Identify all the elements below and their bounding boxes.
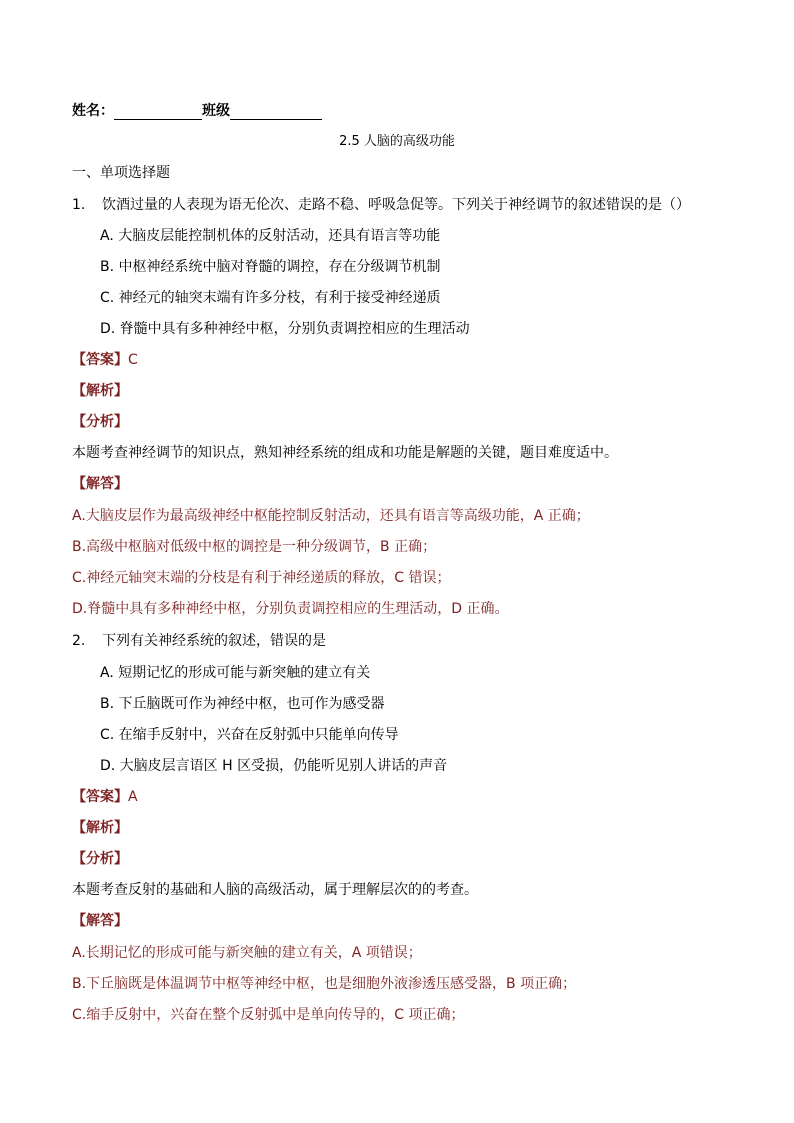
- question-stem: 下列有关神经系统的叙述，错误的是: [102, 633, 326, 649]
- answer-row: [72, 351, 138, 369]
- answer-row: [72, 788, 138, 806]
- jieda-line: C.缩手反射中，兴奋在整个反射弧中是单向传导的，C 项正确；: [72, 1007, 465, 1023]
- question-2: [72, 632, 326, 650]
- answer-label: 【答案】: [72, 352, 128, 368]
- option-c: C. 在缩手反射中，兴奋在反射弧中只能单向传导: [100, 727, 399, 743]
- fenxi-label: 【分析】: [72, 851, 128, 867]
- fenxi-text: 本题考查反射的基础和人脑的高级活动，属于理解层次的的考查。: [72, 882, 478, 898]
- question-number: 2.: [72, 633, 86, 649]
- option-a: A. 短期记忆的形成可能与新突触的建立有关: [100, 665, 371, 681]
- name-class-row: [72, 102, 322, 120]
- jieda-line: A.长期记忆的形成可能与新突触的建立有关，A 项错误；: [72, 945, 422, 961]
- jieda-label: 【解答】: [72, 476, 128, 492]
- page-title: 2.5 人脑的高级功能: [339, 134, 455, 149]
- class-label: 班级: [202, 103, 230, 119]
- option-c: C. 神经元的轴突末端有许多分枝，有利于接受神经递质: [100, 290, 441, 306]
- answer-value: C: [128, 352, 138, 368]
- jieda-line: B.下丘脑既是体温调节中枢等神经中枢，也是细胞外液渗透压感受器，B 项正确；: [72, 976, 577, 992]
- name-blank[interactable]: [114, 105, 202, 120]
- jieda-label: 【解答】: [72, 913, 128, 929]
- option-a: A. 大脑皮层能控制机体的反射活动，还具有语言等功能: [100, 228, 441, 244]
- fenxi-text: 本题考查神经调节的知识点，熟知神经系统的组成和功能是解题的关键，题目难度适中。: [72, 445, 618, 461]
- fenxi-label: 【分析】: [72, 414, 128, 430]
- jieda-line: A.大脑皮层作为最高级神经中枢能控制反射活动，还具有语言等高级功能，A 正确；: [72, 508, 590, 524]
- option-b: B. 中枢神经系统中脑对脊髓的调控，存在分级调节机制: [100, 259, 441, 275]
- class-blank[interactable]: [230, 105, 322, 120]
- analysis-label: 【解析】: [72, 820, 128, 836]
- question-stem: 饮酒过量的人表现为语无伦次、走路不稳、呼吸急促等。下列关于神经调节的叙述错误的是（）: [102, 197, 690, 213]
- jieda-line: B.高级中枢脑对低级中枢的调控是一种分级调节，B 正确；: [72, 539, 437, 555]
- jieda-line: D.脊髓中具有多种神经中枢，分别负责调控相应的生理活动，D 正确。: [72, 601, 509, 617]
- question-number: 1.: [72, 197, 86, 213]
- option-b: B. 下丘脑既可作为神经中枢，也可作为感受器: [100, 696, 385, 712]
- name-label: 姓名：: [72, 103, 114, 119]
- answer-label: 【答案】: [72, 789, 128, 805]
- answer-value: A: [128, 789, 138, 805]
- option-d: D. 大脑皮层言语区 H 区受损，仍能听见别人讲话的声音: [100, 758, 448, 774]
- section-heading: 一、单项选择题: [72, 165, 170, 181]
- option-d: D. 脊髓中具有多种神经中枢，分别负责调控相应的生理活动: [100, 321, 470, 337]
- question-1: [72, 196, 690, 214]
- jieda-line: C.神经元轴突末端的分枝是有利于神经递质的释放，C 错误；: [72, 570, 451, 586]
- analysis-label: 【解析】: [72, 383, 128, 399]
